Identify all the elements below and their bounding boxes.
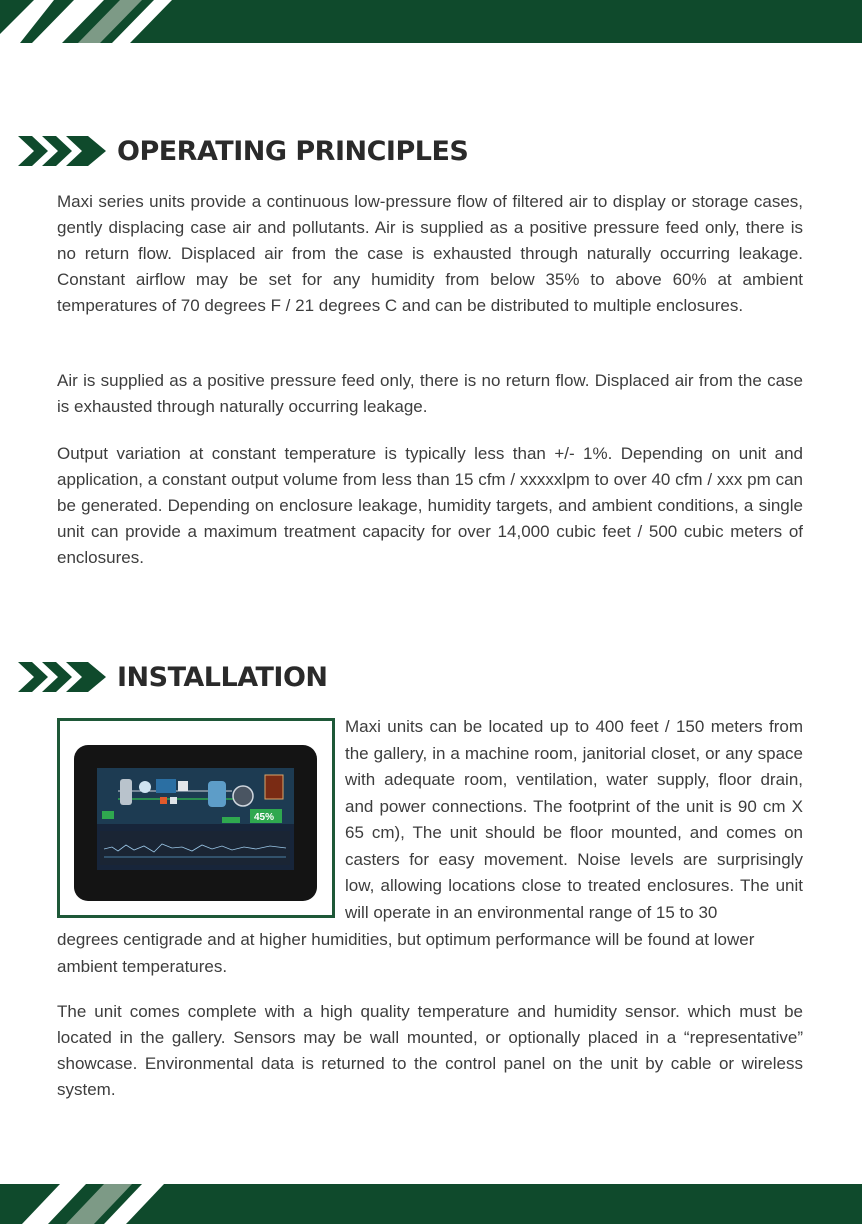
blower-icon — [233, 786, 253, 806]
triple-chevron-icon — [18, 660, 108, 694]
fan-icon — [139, 781, 151, 793]
tank-icon — [120, 779, 132, 805]
installation-title: INSTALLATION — [117, 661, 328, 693]
triple-chevron-icon — [18, 134, 108, 168]
chamber-icon — [265, 775, 283, 799]
operating-principles-heading — [18, 134, 468, 168]
operating-paragraph-3: Output variation at constant temperature is typically less than +/- 1%. Depending on unit and application, a constant output volume from less than 15 cfm / xxxxxlpm to over 40 cfm / xxx pm can be generated. Depending on enclosure leakage, humidity targets, and ambient conditions, a single unit can provide a maximum treatment capacity for over 14,000 cubic feet / 500 cubic meters of enclosures. — [57, 444, 803, 567]
footer-band — [0, 1184, 862, 1224]
operating-paragraph-1: Maxi series units provide a continuous low-pressure flow of filtered air to display or storage cases, gently displacing case air and pollutants. Air is supplied as a positive pressure feed only, there is no return flow. Displaced air from the case is exhausted through naturally occurring leakage. Constant airflow may be set for any humidity from below 35% to above 60% at ambient temperatures of 70 degrees F / 21 degrees C and can be distributed to multiple enclosures. — [57, 192, 803, 315]
humidity-readout: 45% — [254, 812, 275, 823]
installation-paragraph-1: Maxi units can be located up to 400 feet / 150 meters from the gallery, in a machine room, janitorial closet, or any space with adequate room, ventilation, water supply, floor drain, and power connections. The footprint of the unit is 90 cm X 65 cm), The unit should be floor mounted, and comes on casters for easy movement. Noise levels are surprisingly low, allowing locations close to treated enclosures. The unit will operate in an environmental range of 15 to 30 — [345, 717, 803, 922]
control-panel-photo — [57, 718, 335, 918]
operating-principles-title: OPERATING PRINCIPLES — [117, 135, 469, 167]
installation-paragraph-2: The unit comes complete with a high quality temperature and humidity sensor. which must be located in the gallery. Sensors may be wall mounted, or optionally placed in a “representative” showcase. Environmental data is returned to the control panel on the unit by cable or wireless system. — [57, 1002, 803, 1099]
header-band — [0, 0, 862, 43]
operating-paragraph-2: Air is supplied as a positive pressure feed only, there is no return flow. Displaced air from the case is exhausted through naturally occurring leakage. — [57, 371, 803, 416]
heater-icon — [156, 779, 176, 793]
installation-paragraph-1-continued: degrees centigrade and at higher humidities, but optimum performance will be found at lower ambient temperatures. — [57, 930, 755, 976]
installation-heading — [18, 660, 328, 694]
cylinder-icon — [208, 781, 226, 807]
